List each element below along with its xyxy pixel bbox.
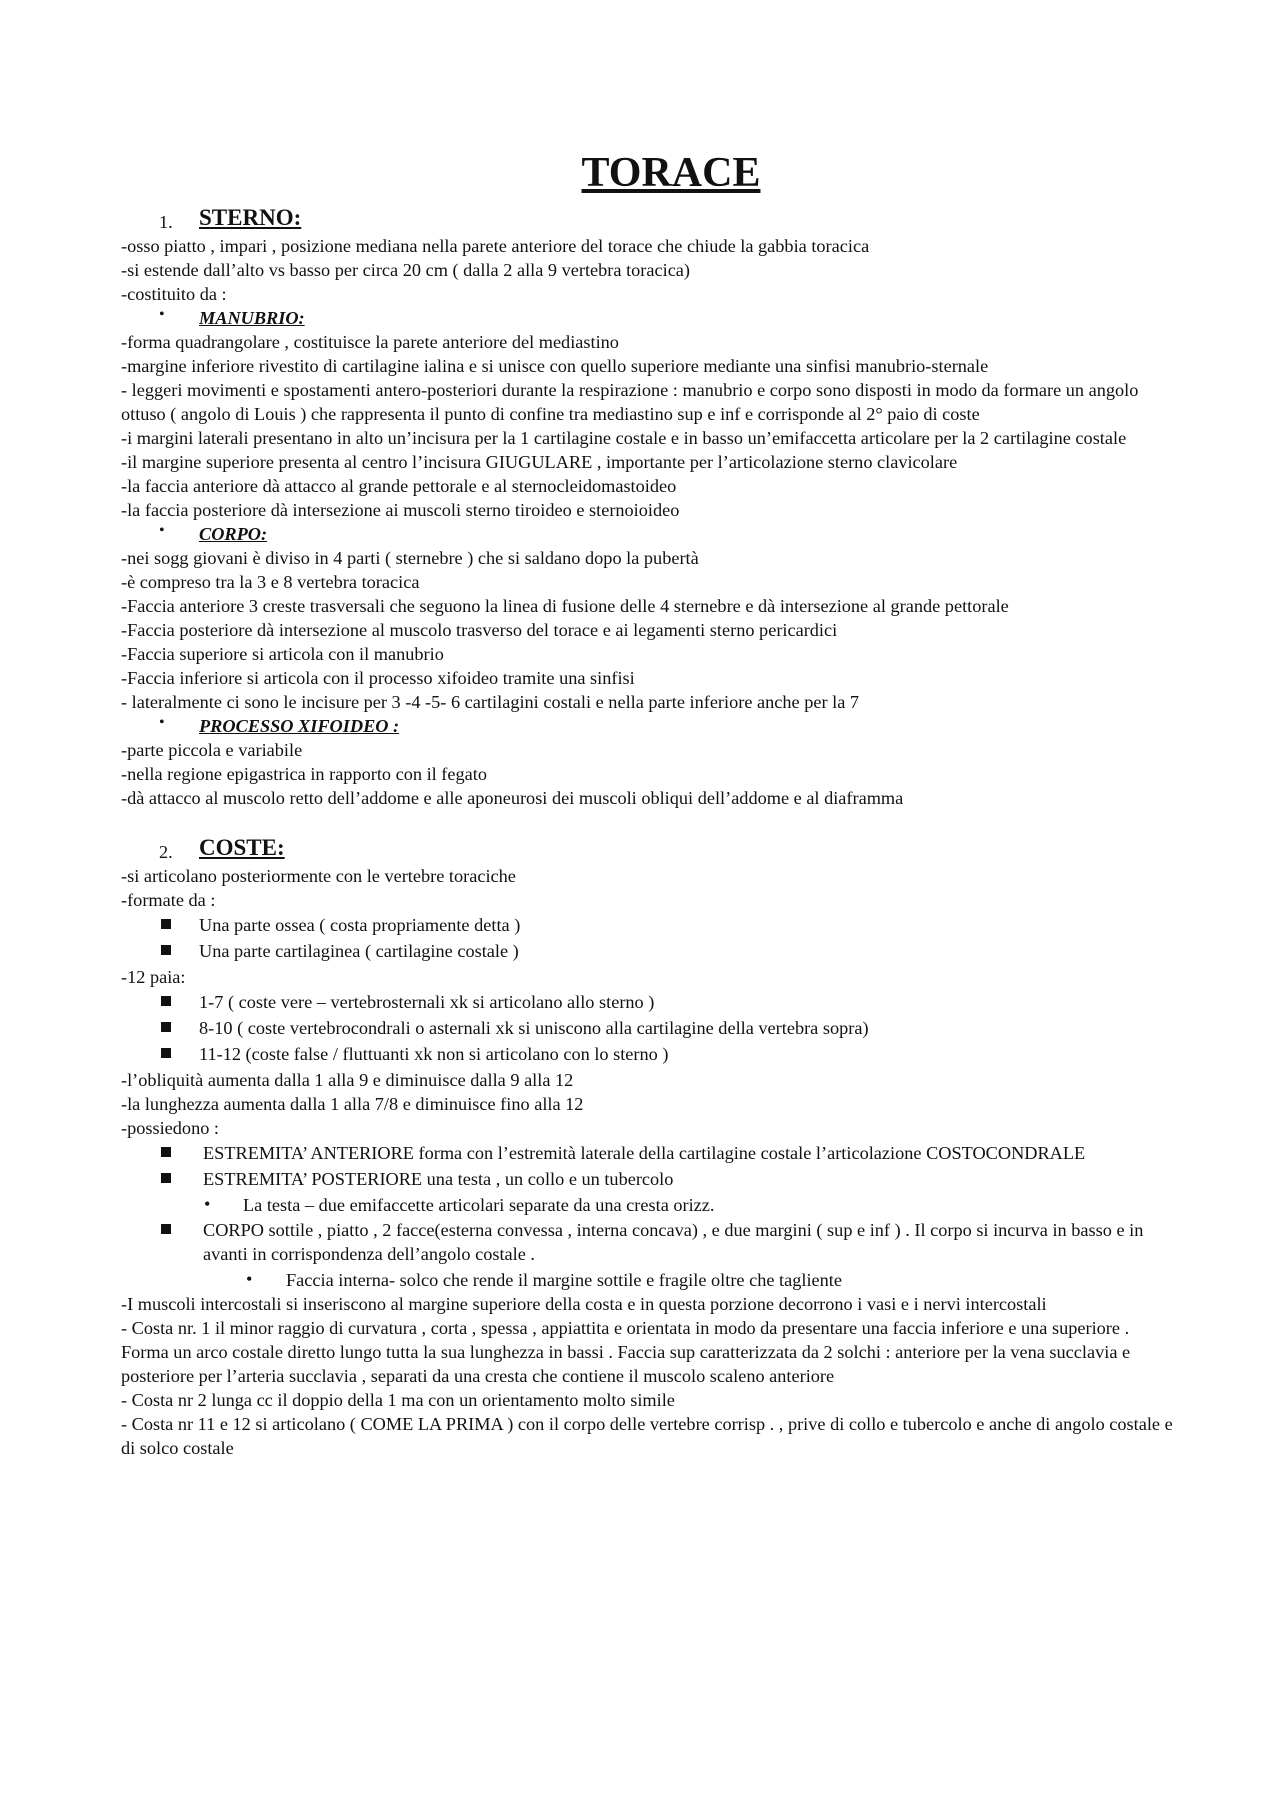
square-bullet-icon	[161, 1173, 171, 1183]
text-line: -la lunghezza aumenta dalla 1 alla 7/8 e diminuisce fino alla 12	[121, 1094, 584, 1114]
section-heading-coste	[121, 836, 1181, 864]
text-paragraph: -I muscoli intercostali si inseriscono al margine superiore della costa e in questa porzione decorrono i vasi e i nervi intercostali	[121, 1294, 1047, 1314]
text-line: -è compreso tra la 3 e 8 vertebra toracica	[121, 572, 420, 592]
list-item-text: CORPO sottile , piatto , 2 facce(esterna convessa , interna concava) , e due margini ( sup e inf ) . Il corpo si incurva in basso e in avanti in corrispondenza dell’angolo costale .	[203, 1220, 1144, 1264]
list-item	[121, 939, 1181, 963]
text-line: -nella regione epigastrica in rapporto con il fegato	[121, 764, 487, 784]
list-item-text: 11-12 (coste false / fluttuanti xk non si articolano con lo sterno )	[199, 1044, 669, 1064]
section-heading-sterno	[121, 206, 1181, 234]
text-paragraph: -Faccia anteriore 3 creste trasversali che seguono la linea di fusione delle 4 sternebre e dà intersezione al grande pettorale	[121, 596, 1009, 616]
list-item-text: Una parte ossea ( costa propriamente detta )	[199, 915, 521, 935]
section-number: 2.	[159, 842, 173, 862]
text-line: - lateralmente ci sono le incisure per 3 -4 -5- 6 cartilagini costali e nella parte inferiore anche per la 7	[121, 692, 860, 712]
list-item-text: ESTREMITA’ ANTERIORE forma con l’estremità laterale della cartilagine costale l’articolazione COSTOCONDRALE	[203, 1143, 1086, 1163]
section-number: 1.	[159, 212, 173, 232]
text-line: -formate da :	[121, 890, 216, 910]
text-line: -nei sogg giovani è diviso in 4 parti ( sternebre ) che si saldano dopo la pubertà	[121, 548, 699, 568]
text-paragraph: - leggeri movimenti e spostamenti antero-posteriori durante la respirazione : manubrio e corpo sono disposti in modo da formare un angolo ottuso ( angolo di Louis ) che rappresenta il punto di confine tra mediastino sup e inf e corrisponde al 2° paio di coste	[121, 380, 1139, 424]
list-item-text: La testa – due emifaccette articolari separate da una cresta orizz.	[243, 1195, 715, 1215]
text-paragraph: -i margini laterali presentano in alto un’incisura per la 1 cartilagine costale e in basso un’emifaccetta articolare per la 2 cartilagine costale	[121, 428, 1127, 448]
text-line: - Costa nr 2 lunga cc il doppio della 1 ma con un orientamento molto simile	[121, 1390, 675, 1410]
list-item-corpo	[121, 1218, 1181, 1266]
list-item-text: Una parte cartilaginea ( cartilagine costale )	[199, 941, 519, 961]
section-title: STERNO:	[199, 205, 302, 230]
list-item-text: 8-10 ( coste vertebrocondrali o asternali xk si uniscono alla cartilagine della vertebra sopra)	[199, 1018, 869, 1038]
subsection-title: MANUBRIO:	[199, 308, 305, 328]
text-line: -osso piatto , impari , posizione mediana nella parete anteriore del torace che chiude la gabbia toracica	[121, 236, 870, 256]
page-title: TORACE	[581, 150, 761, 196]
square-bullet-icon	[161, 1022, 171, 1032]
bullet-icon: •	[159, 714, 165, 731]
text-line: -Faccia inferiore si articola con il processo xifoideo tramite una sinfisi	[121, 668, 635, 688]
list-item	[121, 1016, 1181, 1040]
square-bullet-icon	[161, 1147, 171, 1157]
bullet-icon: •	[159, 522, 165, 539]
square-bullet-icon	[161, 996, 171, 1006]
text-line: -la faccia posteriore dà intersezione ai muscoli sterno tiroideo e sternoioideo	[121, 500, 680, 520]
subsection-heading-processo-xifoideo	[121, 714, 1181, 738]
square-bullet-icon	[161, 945, 171, 955]
sub-list-item	[121, 1193, 1181, 1217]
subsection-title: PROCESSO XIFOIDEO :	[199, 716, 400, 736]
sub-list-item	[121, 1268, 1181, 1292]
text-line: -si articolano posteriormente con le vertebre toraciche	[121, 866, 516, 886]
text-line: -costituito da :	[121, 284, 227, 304]
spacer	[121, 810, 1181, 836]
text-line: -la faccia anteriore dà attacco al grande pettorale e al sternocleidomastoideo	[121, 476, 677, 496]
text-line: -Faccia superiore si articola con il manubrio	[121, 644, 444, 664]
section-title: COSTE:	[199, 835, 285, 860]
subsection-title: CORPO:	[199, 524, 268, 544]
subsection-heading-corpo	[121, 522, 1181, 546]
text-line: -forma quadrangolare , costituisce la parete anteriore del mediastino	[121, 332, 619, 352]
list-item	[121, 913, 1181, 937]
list-item	[121, 990, 1181, 1014]
text-line: -si estende dall’alto vs basso per circa 20 cm ( dalla 2 alla 9 vertebra toracica)	[121, 260, 691, 280]
list-item	[121, 1042, 1181, 1066]
square-bullet-icon	[161, 1224, 171, 1234]
text-line: -parte piccola e variabile	[121, 740, 303, 760]
list-item-text: Faccia interna- solco che rende il margine sottile e fragile oltre che tagliente	[286, 1270, 842, 1290]
text-line: -possiedono :	[121, 1118, 220, 1138]
list-item-text: 1-7 ( coste vere – vertebrosternali xk si articolano allo sterno )	[199, 992, 655, 1012]
text-paragraph: - Costa nr 11 e 12 si articolano ( COME LA PRIMA ) con il corpo delle vertebre corrisp . , prive di collo e tubercolo e anche di angolo costale e di solco costale	[121, 1414, 1173, 1458]
document-content	[121, 148, 1181, 1460]
bullet-icon: •	[159, 306, 165, 323]
text-line: -12 paia:	[121, 967, 186, 987]
text-line: -margine inferiore rivestito di cartilagine ialina e si unisce con quello superiore mediante una sinfisi manubrio-sternale	[121, 356, 989, 376]
list-item-text: ESTREMITA’ POSTERIORE una testa , un collo e un tubercolo	[203, 1169, 674, 1189]
bullet-icon: •	[204, 1194, 211, 1214]
text-line: -l’obliquità aumenta dalla 1 alla 9 e diminuisce dalla 9 alla 12	[121, 1070, 574, 1090]
text-line: -il margine superiore presenta al centro l’incisura GIUGULARE , importante per l’articolazione sterno clavicolare	[121, 452, 958, 472]
list-item-estremita-posteriore	[121, 1167, 1181, 1191]
text-paragraph: - Costa nr. 1 il minor raggio di curvatura , corta , spessa , appiattita e orientata in modo da presentare una faccia inferiore e una superiore . Forma un arco costale diretto lungo tutta la sua lunghezza in bassi . Faccia sup caratterizzata da 2 solchi : anteriore per la vena succlavia e posteriore per l’arteria succlavia , separati da una cresta che contiene il muscolo scaleno anteriore	[121, 1318, 1131, 1386]
subsection-heading-manubrio	[121, 306, 1181, 330]
text-line: -Faccia posteriore dà intersezione al muscolo trasverso del torace e ai legamenti sterno pericardici	[121, 620, 838, 640]
square-bullet-icon	[161, 1048, 171, 1058]
square-bullet-icon	[161, 919, 171, 929]
text-line: -dà attacco al muscolo retto dell’addome e alle aponeurosi dei muscoli obliqui dell’addome e al diaframma	[121, 788, 904, 808]
bullet-icon: •	[246, 1269, 253, 1289]
list-item-estremita-anteriore	[121, 1141, 1181, 1165]
